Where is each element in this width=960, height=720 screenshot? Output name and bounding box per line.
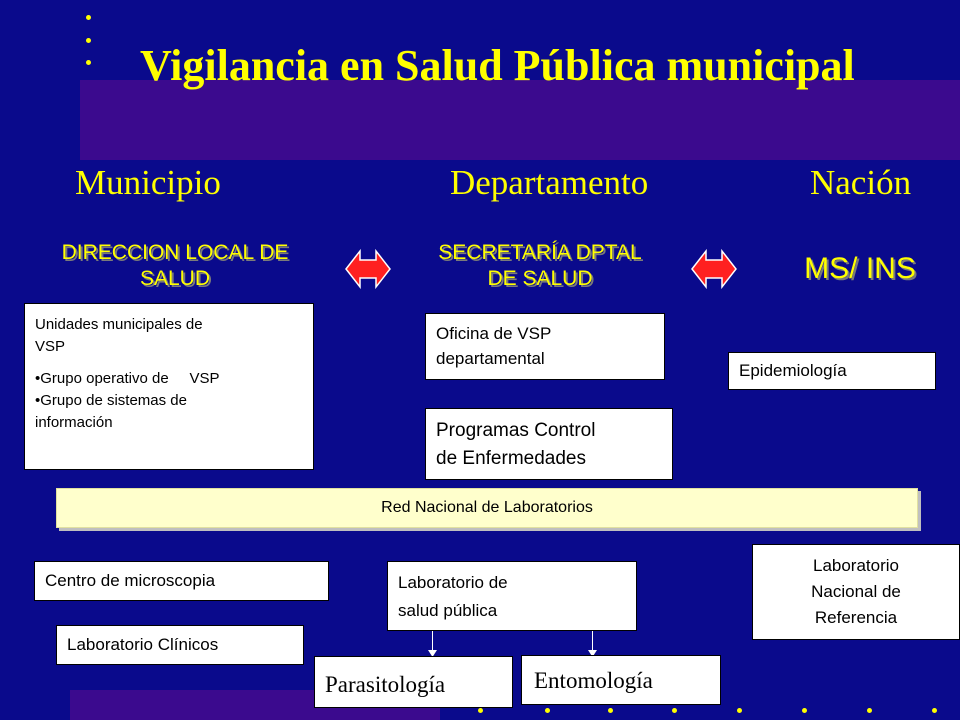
decor-dot [86, 38, 91, 43]
oficina-vsp-box [425, 313, 665, 380]
double-arrow-icon [344, 248, 392, 290]
municipal-units-line2: VSP [35, 338, 66, 355]
municipal-units-bullet2-cont: información [35, 414, 113, 431]
lab-salud-publica-box [387, 561, 637, 631]
programas-control-box [425, 408, 673, 480]
page-title: Vigilancia en Salud Pública municipal [140, 41, 855, 90]
municipal-entity [20, 240, 330, 292]
municipal-units-bullet2: •Grupo de sistemas de [35, 392, 187, 409]
municipal-entity-line2: SALUD [139, 267, 211, 290]
decor-dot [672, 708, 677, 713]
parasitologia-box: Parasitología [314, 656, 513, 708]
national-entity: MS/ INS [804, 252, 916, 285]
decor-dot [545, 708, 550, 713]
decor-dot [478, 708, 483, 713]
lab-nacional-referencia-box [752, 544, 960, 640]
decor-dot [86, 60, 91, 65]
decor-dot [802, 708, 807, 713]
department-entity [395, 240, 685, 292]
lab-salud-publica-line1: Laboratorio de [398, 573, 508, 592]
decor-dot [737, 708, 742, 713]
double-arrow-icon [690, 248, 738, 290]
oficina-vsp-line1: Oficina de VSP [436, 324, 552, 343]
municipal-units-bullet1: •Grupo operativo de VSP [35, 370, 220, 387]
red-nacional-banner: Red Nacional de Laboratorios [56, 488, 918, 528]
decor-dot [932, 708, 937, 713]
epidemiologia-box: Epidemiología [728, 352, 936, 390]
department-entity-line2: DE SALUD [487, 267, 593, 290]
municipal-entity-line1: DIRECCION LOCAL DE [61, 241, 289, 264]
laboratorio-clinicos-box: Laboratorio Clínicos [56, 625, 304, 665]
level-municipio: Municipio [75, 163, 221, 202]
department-entity-line1: SECRETARÍA DPTAL [438, 241, 642, 264]
municipal-units-box [24, 303, 314, 470]
header-band [80, 80, 960, 160]
decor-dot [867, 708, 872, 713]
lab-nacional-line2: Nacional de [811, 582, 901, 601]
lab-salud-publica-line2: salud pública [398, 601, 498, 620]
programas-line2: de Enfermedades [436, 448, 586, 469]
centro-microscopia-box: Centro de microscopia [34, 561, 329, 601]
municipal-units-line1: Unidades municipales de [35, 316, 203, 333]
level-nacion: Nación [810, 163, 912, 202]
decor-dot [86, 15, 91, 20]
lab-nacional-line1: Laboratorio [812, 556, 899, 575]
decor-dot [608, 708, 613, 713]
level-departamento: Departamento [450, 163, 649, 202]
oficina-vsp-line2: departamental [436, 349, 545, 368]
programas-line1: Programas Control [436, 420, 596, 441]
lab-nacional-line3: Referencia [814, 608, 898, 627]
entomologia-box: Entomología [521, 655, 721, 705]
